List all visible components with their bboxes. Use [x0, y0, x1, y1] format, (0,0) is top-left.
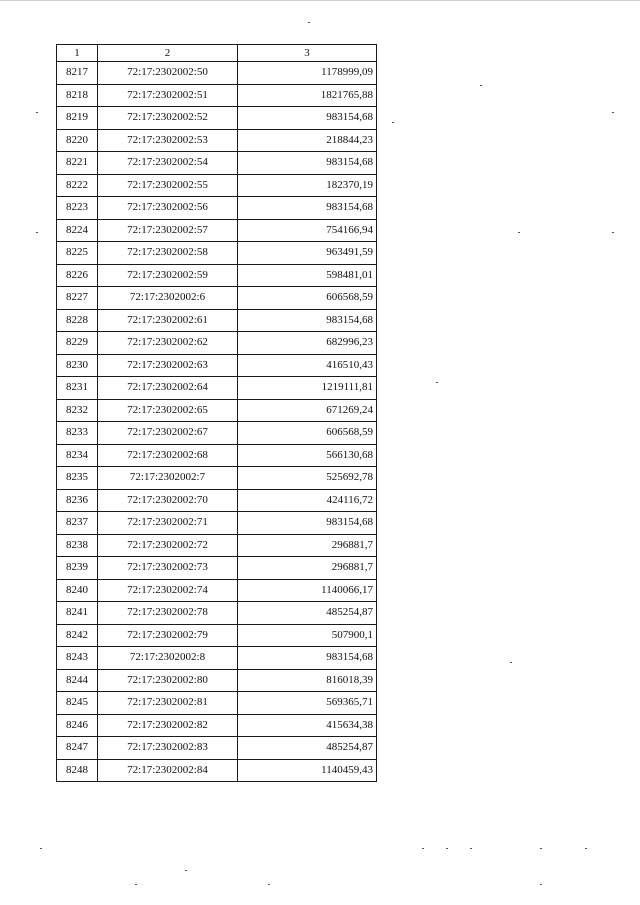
table-row: [57, 174, 377, 197]
cadastral-value: 754166,94: [238, 219, 377, 242]
table-row: [57, 219, 377, 242]
cadastral-number: 72:17:2302002:8: [98, 647, 238, 670]
row-number: 8244: [57, 669, 98, 692]
row-number: 8218: [57, 84, 98, 107]
table-row: [57, 287, 377, 310]
row-number: 8222: [57, 174, 98, 197]
scan-speck: [268, 884, 270, 885]
column-header-2: 2: [98, 45, 238, 62]
cadastral-value: 606568,59: [238, 422, 377, 445]
cadastral-number: 72:17:2302002:71: [98, 512, 238, 535]
cadastral-number: 72:17:2302002:53: [98, 129, 238, 152]
scan-speck: [36, 232, 38, 233]
table-row: [57, 669, 377, 692]
row-number: 8224: [57, 219, 98, 242]
table-row: [57, 354, 377, 377]
cadastral-value: 1219111,81: [238, 377, 377, 400]
row-number: 8223: [57, 197, 98, 220]
table-row: [57, 129, 377, 152]
table-row: [57, 62, 377, 85]
scan-speck: [540, 884, 542, 885]
cadastral-number: 72:17:2302002:63: [98, 354, 238, 377]
column-header-3: 3: [238, 45, 377, 62]
row-number: 8237: [57, 512, 98, 535]
row-number: 8232: [57, 399, 98, 422]
row-number: 8243: [57, 647, 98, 670]
cadastral-value: 485254,87: [238, 737, 377, 760]
cadastral-number: 72:17:2302002:62: [98, 332, 238, 355]
row-number: 8238: [57, 534, 98, 557]
row-number: 8235: [57, 467, 98, 490]
table-row: [57, 602, 377, 625]
cadastral-value: 1178999,09: [238, 62, 377, 85]
table-row: [57, 647, 377, 670]
cadastral-value: 507900,1: [238, 624, 377, 647]
cadastral-value: 598481,01: [238, 264, 377, 287]
table-row: [57, 624, 377, 647]
table-row: [57, 579, 377, 602]
cadastral-value: 1140066,17: [238, 579, 377, 602]
cadastral-number: 72:17:2302002:7: [98, 467, 238, 490]
cadastral-value: 416510,43: [238, 354, 377, 377]
row-number: 8248: [57, 759, 98, 782]
scan-speck: [185, 870, 187, 871]
cadastral-value: 682996,23: [238, 332, 377, 355]
cadastral-number: 72:17:2302002:61: [98, 309, 238, 332]
cadastral-number: 72:17:2302002:55: [98, 174, 238, 197]
cadastral-value: 566130,68: [238, 444, 377, 467]
row-number: 8239: [57, 557, 98, 580]
scan-speck: [612, 232, 614, 233]
cadastral-value: 983154,68: [238, 512, 377, 535]
cadastral-value: 296881,7: [238, 534, 377, 557]
scan-speck: [480, 85, 482, 86]
cadastral-value-table: [56, 44, 377, 782]
row-number: 8245: [57, 692, 98, 715]
row-number: 8219: [57, 107, 98, 130]
cadastral-number: 72:17:2302002:68: [98, 444, 238, 467]
table-row: [57, 489, 377, 512]
cadastral-number: 72:17:2302002:79: [98, 624, 238, 647]
row-number: 8233: [57, 422, 98, 445]
table-row: [57, 107, 377, 130]
table-row: [57, 534, 377, 557]
cadastral-value: 983154,68: [238, 197, 377, 220]
cadastral-value: 296881,7: [238, 557, 377, 580]
cadastral-number: 72:17:2302002:50: [98, 62, 238, 85]
cadastral-value: 182370,19: [238, 174, 377, 197]
table-row: [57, 467, 377, 490]
table-row: [57, 422, 377, 445]
cadastral-value: 1821765,88: [238, 84, 377, 107]
row-number: 8227: [57, 287, 98, 310]
table-row: [57, 759, 377, 782]
cadastral-value: 983154,68: [238, 309, 377, 332]
table-row: [57, 152, 377, 175]
row-number: 8246: [57, 714, 98, 737]
cadastral-number: 72:17:2302002:59: [98, 264, 238, 287]
cadastral-number: 72:17:2302002:65: [98, 399, 238, 422]
table-row: [57, 242, 377, 265]
scan-speck: [40, 848, 42, 849]
table-row: [57, 714, 377, 737]
cadastral-value: 671269,24: [238, 399, 377, 422]
row-number: 8231: [57, 377, 98, 400]
scan-speck: [36, 112, 38, 113]
cadastral-value: 485254,87: [238, 602, 377, 625]
cadastral-value: 963491,59: [238, 242, 377, 265]
row-number: 8229: [57, 332, 98, 355]
cadastral-value: 218844,23: [238, 129, 377, 152]
table-row: [57, 512, 377, 535]
table-row: [57, 84, 377, 107]
scan-speck: [422, 848, 424, 849]
table-row: [57, 692, 377, 715]
cadastral-number: 72:17:2302002:64: [98, 377, 238, 400]
cadastral-number: 72:17:2302002:56: [98, 197, 238, 220]
row-number: 8242: [57, 624, 98, 647]
scan-speck: [518, 232, 520, 233]
cadastral-value: 983154,68: [238, 107, 377, 130]
cadastral-number: 72:17:2302002:54: [98, 152, 238, 175]
table-row: [57, 309, 377, 332]
cadastral-number: 72:17:2302002:51: [98, 84, 238, 107]
row-number: 8230: [57, 354, 98, 377]
cadastral-value: 606568,59: [238, 287, 377, 310]
scan-speck: [308, 22, 310, 23]
scan-speck: [436, 382, 438, 383]
table-row: [57, 264, 377, 287]
row-number: 8228: [57, 309, 98, 332]
scan-edge-line: [0, 0, 640, 1]
table-row: [57, 377, 377, 400]
row-number: 8217: [57, 62, 98, 85]
scan-speck: [446, 848, 448, 849]
row-number: 8236: [57, 489, 98, 512]
cadastral-number: 72:17:2302002:78: [98, 602, 238, 625]
cadastral-number: 72:17:2302002:80: [98, 669, 238, 692]
cadastral-number: 72:17:2302002:70: [98, 489, 238, 512]
column-header-1: 1: [57, 45, 98, 62]
cadastral-value: 816018,39: [238, 669, 377, 692]
cadastral-number: 72:17:2302002:83: [98, 737, 238, 760]
table-body: [57, 62, 377, 782]
cadastral-number: 72:17:2302002:84: [98, 759, 238, 782]
cadastral-number: 72:17:2302002:52: [98, 107, 238, 130]
scan-speck: [392, 122, 394, 123]
cadastral-value: 424116,72: [238, 489, 377, 512]
scan-speck: [585, 848, 587, 849]
cadastral-number: 72:17:2302002:67: [98, 422, 238, 445]
scan-speck: [470, 848, 472, 849]
row-number: 8247: [57, 737, 98, 760]
row-number: 8221: [57, 152, 98, 175]
cadastral-number: 72:17:2302002:6: [98, 287, 238, 310]
cadastral-number: 72:17:2302002:72: [98, 534, 238, 557]
cadastral-number: 72:17:2302002:74: [98, 579, 238, 602]
scan-speck: [540, 848, 542, 849]
cadastral-number: 72:17:2302002:81: [98, 692, 238, 715]
cadastral-value: 525692,78: [238, 467, 377, 490]
cadastral-number: 72:17:2302002:58: [98, 242, 238, 265]
row-number: 8240: [57, 579, 98, 602]
table-row: [57, 444, 377, 467]
row-number: 8241: [57, 602, 98, 625]
scan-speck: [135, 884, 137, 885]
table-row: [57, 197, 377, 220]
row-number: 8234: [57, 444, 98, 467]
cadastral-value: 1140459,43: [238, 759, 377, 782]
table-row: [57, 737, 377, 760]
row-number: 8220: [57, 129, 98, 152]
table-row: [57, 332, 377, 355]
table-row: [57, 557, 377, 580]
cadastral-value: 983154,68: [238, 647, 377, 670]
cadastral-value: 569365,71: [238, 692, 377, 715]
cadastral-value: 983154,68: [238, 152, 377, 175]
header-row: [57, 45, 377, 62]
table-header: [57, 45, 377, 62]
row-number: 8225: [57, 242, 98, 265]
table-row: [57, 399, 377, 422]
cadastral-number: 72:17:2302002:57: [98, 219, 238, 242]
cadastral-number: 72:17:2302002:82: [98, 714, 238, 737]
cadastral-number: 72:17:2302002:73: [98, 557, 238, 580]
scan-speck: [510, 662, 512, 663]
row-number: 8226: [57, 264, 98, 287]
scan-speck: [612, 112, 614, 113]
cadastral-value: 415634,38: [238, 714, 377, 737]
